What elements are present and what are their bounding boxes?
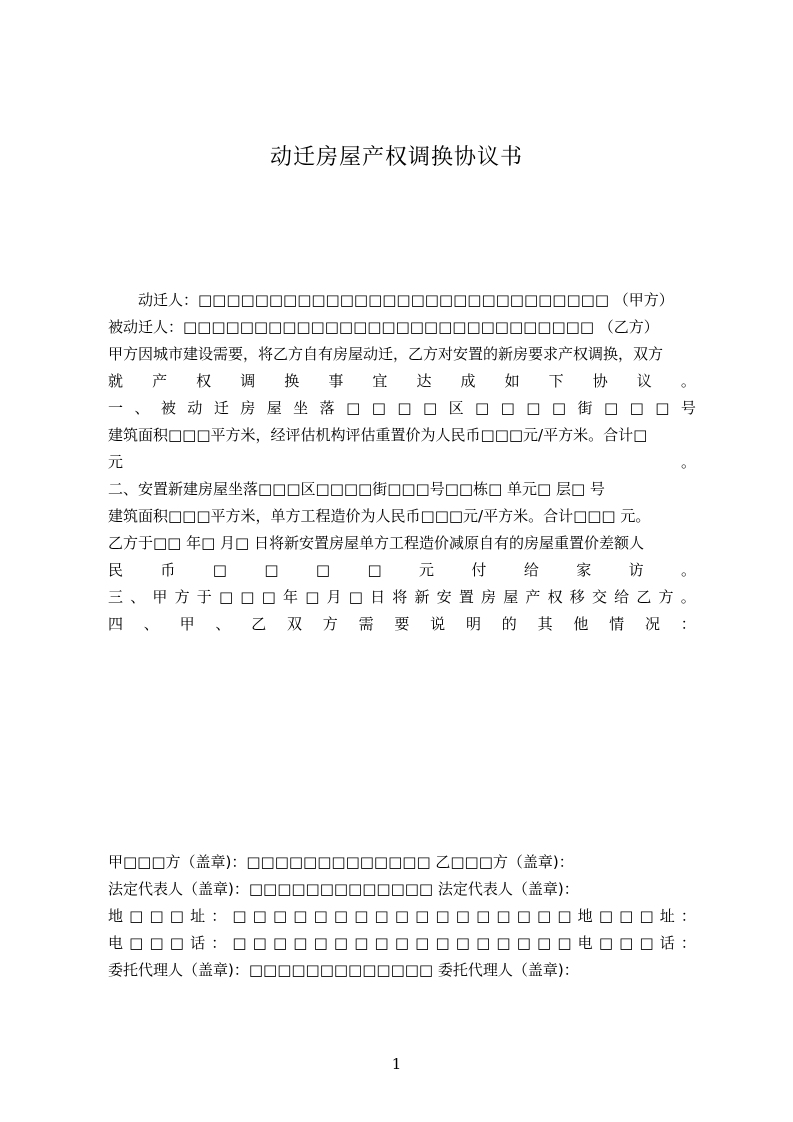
- clause-two-date: 乙方于□□ 年□ 月□ 日将新安置房屋单方工程造价减原自有的房屋重置价差额人: [108, 534, 644, 552]
- clause-mover: 动迁人：□□□□□□□□□□□□□□□□□□□□□□□□□□□□□ （甲方）: [138, 291, 674, 309]
- text-token: 屋: [503, 588, 519, 606]
- text-token: 协: [592, 372, 608, 390]
- text-token: 于: [196, 588, 212, 606]
- clause-one-area: 建筑面积□□□平方米，经评估机构评估重置价为人民币□□□元/平方米。合计□: [108, 426, 648, 444]
- text-token: 置: [458, 588, 474, 606]
- text-token: 调: [240, 372, 256, 390]
- text-token: □: [655, 399, 670, 417]
- text-token: 街: [577, 399, 593, 417]
- clause-two-amount: [108, 560, 696, 582]
- text-token: 币: [160, 561, 176, 579]
- text-token: □: [354, 934, 369, 952]
- text-token: 甲: [152, 588, 168, 606]
- text-token: 迁: [213, 399, 229, 417]
- text-token: □: [333, 934, 349, 952]
- clause-intro: 甲方因城市建设需要，将乙方自有房屋动迁，乙方对安置的新房要求产权调换，双方: [108, 345, 664, 363]
- text-token: □: [272, 907, 288, 925]
- text-token: 电: [108, 934, 124, 952]
- text-token: 宜: [372, 372, 388, 390]
- text-token: 说: [430, 615, 446, 633]
- text-token: 双: [286, 615, 302, 633]
- text-token: □: [516, 907, 531, 925]
- text-token: 达: [416, 372, 432, 390]
- text-token: 乙: [251, 615, 267, 633]
- text-token: □: [435, 934, 450, 952]
- text-token: □: [598, 934, 613, 952]
- text-token: □: [293, 934, 308, 952]
- text-token: 动: [187, 399, 203, 417]
- text-token: □: [422, 399, 438, 417]
- text-token: 就: [108, 372, 124, 390]
- text-token: 需: [358, 615, 374, 633]
- text-token: 甲: [179, 615, 195, 633]
- text-token: 产: [152, 372, 168, 390]
- text-token: 址: [190, 907, 206, 925]
- text-token: 新: [414, 588, 430, 606]
- text-token: 下: [548, 372, 564, 390]
- text-token: □: [435, 907, 450, 925]
- text-token: 月: [326, 588, 342, 606]
- text-token: 如: [504, 372, 520, 390]
- clause-one-location: [108, 398, 696, 420]
- signature-party-seal: 甲□□□方（盖章)：□□□□□□□□□□□□□ 乙□□□方（盖章)：: [108, 853, 574, 871]
- text-token: 、: [134, 399, 150, 417]
- text-token: □: [313, 907, 328, 925]
- text-token: □: [496, 934, 511, 952]
- text-token: 况: [644, 615, 660, 633]
- text-token: 被: [160, 399, 176, 417]
- text-token: □: [264, 561, 279, 579]
- text-token: □: [315, 561, 331, 579]
- text-token: 方: [322, 615, 338, 633]
- text-token: □: [240, 588, 255, 606]
- text-token: □: [557, 907, 572, 925]
- text-token: □: [293, 907, 308, 925]
- text-token: □: [129, 934, 144, 952]
- text-token: □: [371, 399, 386, 417]
- text-token: 给: [523, 561, 539, 579]
- text-token: 一: [108, 399, 124, 417]
- text-token: 三: [108, 588, 124, 606]
- text-token: 、: [143, 615, 159, 633]
- text-token: □: [415, 934, 430, 952]
- text-token: □: [500, 399, 515, 417]
- text-token: 四: [108, 615, 124, 633]
- text-token: □: [455, 934, 470, 952]
- text-token: □: [169, 934, 184, 952]
- text-token: □: [476, 934, 491, 952]
- text-token: 事: [328, 372, 344, 390]
- text-token: 安: [436, 588, 452, 606]
- text-token: 、: [130, 588, 146, 606]
- text-token: □: [476, 907, 491, 925]
- text-token: 。: [680, 588, 696, 606]
- text-token: 元: [419, 561, 435, 579]
- text-token: ：: [680, 934, 696, 952]
- text-token: ：: [680, 615, 696, 633]
- text-token: 民: [108, 561, 124, 579]
- clause-two-location: 二、安置新建房屋坐落□□□区□□□□街□□□号□□栋□ 单元□ 层□ 号: [108, 480, 605, 498]
- text-token: 落: [319, 399, 335, 417]
- text-token: 电: [577, 934, 593, 952]
- text-token: 号: [680, 399, 696, 417]
- text-token: □: [305, 588, 320, 606]
- text-token: 权: [196, 372, 212, 390]
- text-token: □: [475, 399, 490, 417]
- text-token: 议: [636, 372, 652, 390]
- clause-three: [108, 587, 696, 609]
- text-token: 话: [190, 934, 206, 952]
- text-token: □: [537, 907, 552, 925]
- text-token: □: [619, 934, 634, 952]
- text-token: □: [526, 399, 541, 417]
- text-token: □: [557, 934, 572, 952]
- text-token: 换: [284, 372, 300, 390]
- text-token: □: [261, 588, 276, 606]
- document-title: 动迁房屋产权调换协议书: [269, 145, 523, 170]
- text-token: 坐: [293, 399, 309, 417]
- text-token: 屋: [266, 399, 282, 417]
- text-token: 元: [108, 453, 124, 471]
- text-token: □: [629, 399, 644, 417]
- text-token: □: [212, 561, 227, 579]
- text-token: □: [218, 588, 234, 606]
- text-token: 成: [460, 372, 476, 390]
- text-token: □: [374, 907, 389, 925]
- text-token: □: [169, 907, 184, 925]
- page-number: 1: [391, 1055, 402, 1073]
- text-token: 产: [525, 588, 541, 606]
- text-token: □: [313, 934, 328, 952]
- text-token: □: [551, 399, 567, 417]
- text-token: 权: [547, 588, 563, 606]
- text-token: □: [415, 907, 430, 925]
- text-token: 方: [658, 588, 674, 606]
- text-token: □: [232, 907, 247, 925]
- text-token: □: [397, 399, 412, 417]
- clause-two-area: 建筑面积□□□平方米，单方工程造价为人民币□□□元/平方米。合计□□□ 元。: [108, 507, 651, 525]
- text-token: 方: [174, 588, 190, 606]
- text-token: 房: [240, 399, 256, 417]
- text-token: □: [639, 907, 654, 925]
- text-token: 访: [628, 561, 644, 579]
- text-token: 年: [283, 588, 299, 606]
- text-token: 房: [481, 588, 497, 606]
- text-token: 、: [215, 615, 231, 633]
- text-token: □: [367, 561, 382, 579]
- text-token: 址: [659, 907, 675, 925]
- text-token: □: [394, 934, 410, 952]
- text-token: □: [354, 907, 369, 925]
- text-token: □: [252, 907, 267, 925]
- text-token: 将: [392, 588, 408, 606]
- signature-phone: [108, 933, 696, 955]
- text-token: 话: [659, 934, 675, 952]
- text-token: 其: [537, 615, 553, 633]
- text-token: □: [639, 934, 654, 952]
- clause-one-total: [108, 452, 696, 474]
- text-token: □: [232, 934, 247, 952]
- text-token: □: [598, 907, 613, 925]
- text-token: 区: [448, 399, 464, 417]
- text-token: 明: [465, 615, 481, 633]
- text-token: □: [619, 907, 634, 925]
- text-token: □: [537, 934, 552, 952]
- text-token: 。: [680, 453, 696, 471]
- text-token: 地: [577, 907, 593, 925]
- text-token: 乙: [636, 588, 652, 606]
- text-token: 给: [614, 588, 630, 606]
- text-token: 要: [394, 615, 410, 633]
- text-token: □: [394, 907, 410, 925]
- text-token: 的: [501, 615, 517, 633]
- text-token: 付: [471, 561, 487, 579]
- text-token: 移: [569, 588, 585, 606]
- signature-legal-rep: 法定代表人（盖章)：□□□□□□□□□□□□□ 法定代表人（盖章)：: [108, 880, 579, 898]
- signature-agent: 委托代理人（盖章)：□□□□□□□□□□□□□ 委托代理人（盖章)：: [108, 961, 579, 979]
- text-token: ：: [680, 907, 696, 925]
- text-token: 。: [680, 561, 696, 579]
- text-token: □: [333, 907, 349, 925]
- text-token: □: [516, 934, 531, 952]
- text-token: 家: [576, 561, 592, 579]
- text-token: □: [374, 934, 389, 952]
- text-token: □: [252, 934, 267, 952]
- text-token: □: [603, 399, 619, 417]
- text-token: □: [149, 934, 164, 952]
- text-token: ：: [211, 907, 227, 925]
- text-token: □: [455, 907, 470, 925]
- text-token: □: [496, 907, 511, 925]
- clause-moved-party: 被动迁人：□□□□□□□□□□□□□□□□□□□□□□□□□□□□□ （乙方）: [108, 318, 659, 336]
- clause-intro-cont: [108, 371, 696, 393]
- clause-four: [108, 614, 696, 636]
- text-token: 。: [680, 372, 696, 390]
- text-token: □: [348, 588, 363, 606]
- text-token: ：: [211, 934, 227, 952]
- text-token: 地: [108, 907, 124, 925]
- text-token: □: [129, 907, 144, 925]
- text-token: 日: [370, 588, 386, 606]
- text-token: 交: [591, 588, 607, 606]
- text-token: □: [346, 399, 361, 417]
- text-token: □: [149, 907, 164, 925]
- text-token: 他: [573, 615, 589, 633]
- text-token: 情: [609, 615, 625, 633]
- text-token: □: [272, 934, 288, 952]
- signature-address: [108, 906, 696, 928]
